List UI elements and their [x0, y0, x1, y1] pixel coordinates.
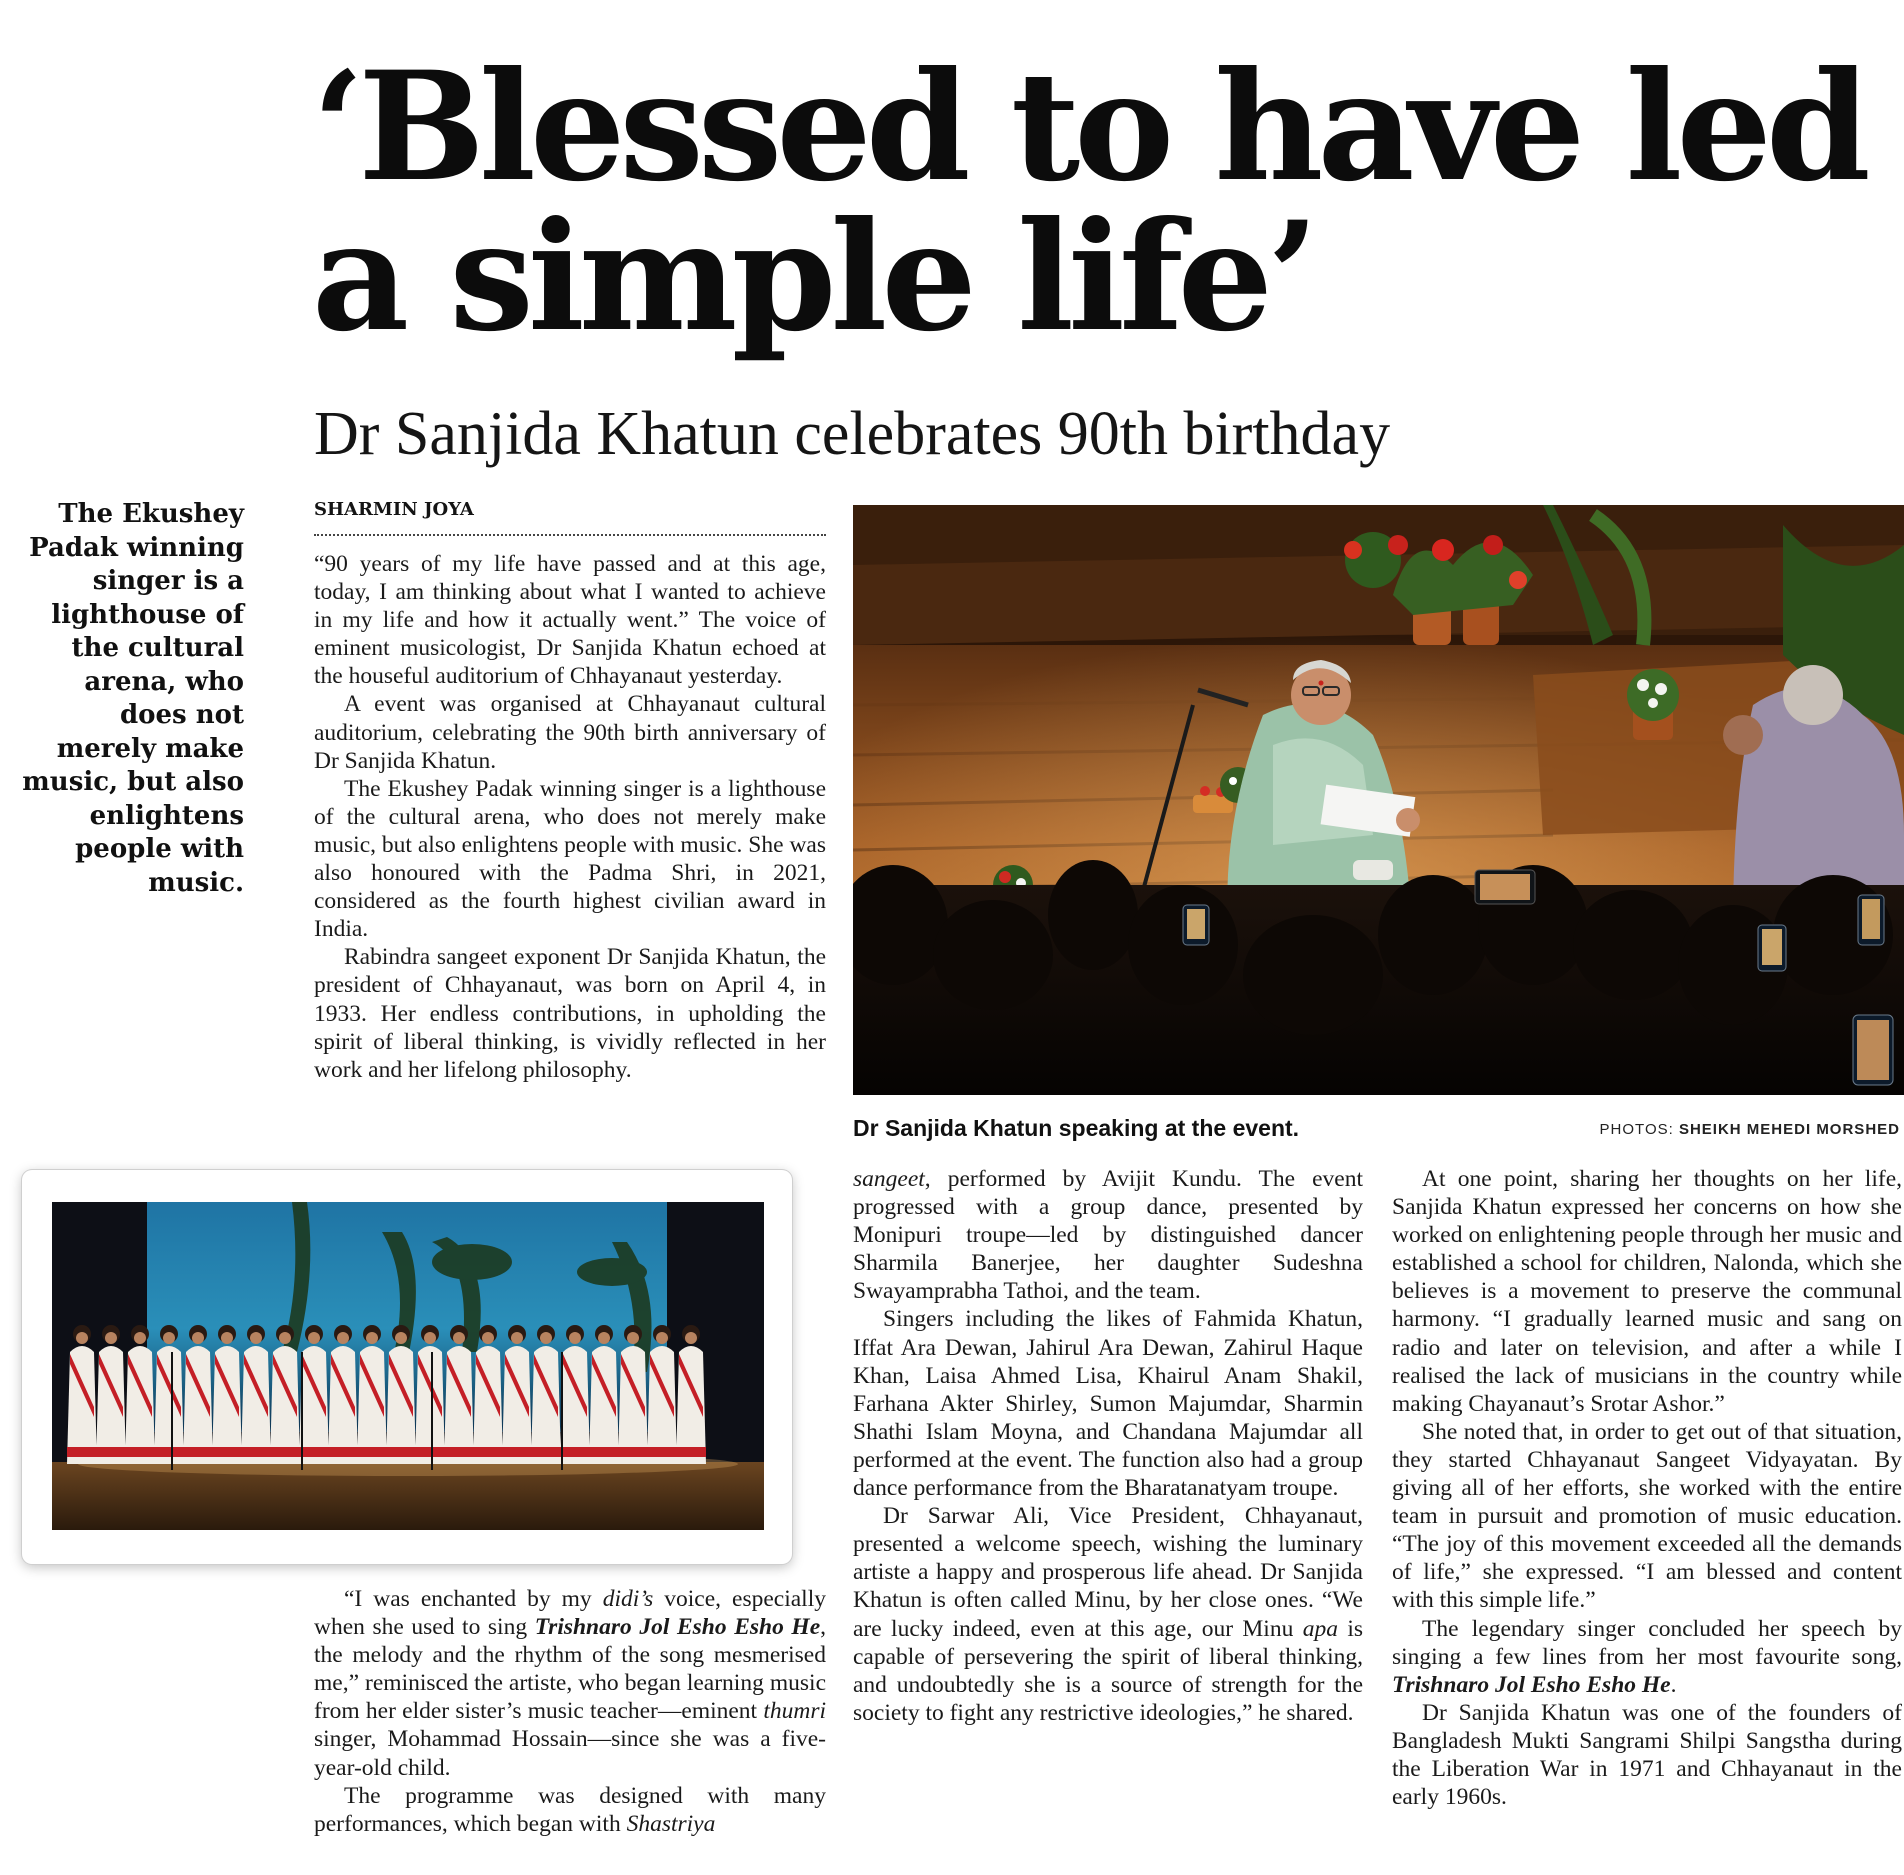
- article-paragraph: The Ekushey Padak winning singer is a lighthouse of the cultural arena, who does not merely make music, but also enlightens people with music. She was also honoured with the Padma Shri, in 2021, considered as the fourth highest civilian award in India.: [314, 775, 826, 943]
- article-paragraph: sangeet, performed by Avijit Kundu. The event progressed with a group dance, presented by Monipuri troupe—led by distinguished dancer Sharmila Banerjee, her daughter Sudeshna Swayamprabha Tathoi, and the team.: [853, 1166, 1363, 1305]
- article-paragraph: At one point, sharing her thoughts on her life, Sanjida Khatun expressed her concerns on how she worked on enlightening people through her music and established a school for children, Nalonda, which she believes is a movement to preserve the communal harmony. “I gradually learned music and sang on radio and later on television, and after a while I realised the lack of musicians in the country while making Chayanaut’s Srotar Ashor.”: [1392, 1166, 1902, 1417]
- headline-line-2: a simple life’: [312, 189, 1314, 365]
- article-column-2: [314, 1585, 826, 1838]
- byline: SHARMIN JOYA: [314, 498, 826, 536]
- article-paragraph: Rabindra sangeet exponent Dr Sanjida Khatun, the president of Chhayanaut, was born on April 4, in 1933. Her endless contributions, in upholding the spirit of liberal thinking, is vividly reflected in her work and her lifelong philosophy.: [314, 944, 826, 1083]
- main-photo-image: [853, 505, 1904, 1095]
- headline: [312, 39, 1872, 365]
- article-paragraph: Dr Sarwar Ali, Vice President, Chhayanaut, presented a welcome speech, wishing the luminary artiste a happy and prosperous life ahead. Dr Sanjida Khatun is often called Minu, by her close ones. “We are lucky indeed, even at this age, our Minu apa is capable of persevering the spirit of liberal thinking, and undoubtedly she is a source of strength for the society to fight any restrictive ideologies,” he shared.: [853, 1503, 1363, 1726]
- photo-caption: Dr Sanjida Khatun speaking at the event.: [853, 1115, 1300, 1141]
- article-column-3: [853, 1165, 1363, 1727]
- article-paragraph: Singers including the likes of Fahmida Khatun, Iffat Ara Dewan, Jahirul Ara Dewan, Zahirul Haque Khan, Laisa Ahmed Lisa, Khairul Anam Shakil, Farhana Akter Shirley, Sumon Majumdar, Sharmin Shathi Islam Moyna, and Chandana Majumdar all performed at the event. The function also had a group dance performance from the Bharatanatyam troupe.: [853, 1306, 1363, 1502]
- article-column-4: [1392, 1165, 1902, 1811]
- pull-quote: The Ekushey Padak winning singer is a lighthouse of the cultural arena, who does not merely make music, but also enlightens people with music.: [22, 499, 244, 898]
- photo-credit: [1600, 1121, 1900, 1138]
- article-paragraph: A event was organised at Chhayanaut cultural auditorium, celebrating the 90th birth anniversary of Dr Sanjida Khatun.: [314, 691, 826, 774]
- main-photo: [853, 505, 1904, 1095]
- article-paragraph: Dr Sanjida Khatun was one of the founders of Bangladesh Mukti Sangrami Shilpi Sangstha during the Liberation War in 1971 and Chhayanaut in the early 1960s.: [1392, 1699, 1902, 1811]
- article-paragraph: The programme was designed with many performances, which began with Shastriya: [314, 1782, 826, 1837]
- choir-photo-image: [52, 1202, 764, 1530]
- article-column-1: [314, 550, 826, 1084]
- photo-credit-name: SHEIKH MEHEDI MORSHED: [1678, 1121, 1900, 1138]
- article-paragraph: She noted that, in order to get out of that situation, they started Chhayanaut Sangeet Vidyayatan. By giving all of her efforts, she worked with the entire team in pursuit and promotion of music education. “The joy of this movement exceeded all the demands of life,” she expressed. “I am blessed and content with this simple life.”: [1392, 1418, 1902, 1614]
- article-paragraph: “I was enchanted by my didi’s voice, especially when she used to sing Trishnaro Jol Esho Esho He, the melody and the rhythm of the song mesmerised me,” reminisced the artiste, who began learning music from her elder sister’s music teacher—eminent thumri singer, Mohammad Hossain—since she was a five-year-old child.: [314, 1586, 826, 1781]
- headline-line-1: ‘Blessed to have led: [312, 39, 1865, 215]
- choir-photo: [52, 1202, 764, 1530]
- photo-credit-label: PHOTOS:: [1599, 1121, 1674, 1138]
- article-paragraph: The legendary singer concluded her speech by singing a few lines from her most favourite song, Trishnaro Jol Esho Esho He.: [1392, 1615, 1902, 1698]
- subheadline: Dr Sanjida Khatun celebrates 90th birthday: [314, 400, 1391, 468]
- choir-photo-frame: [22, 1170, 792, 1564]
- article-paragraph: “90 years of my life have passed and at this age, today, I am thinking about what I wanted to achieve in my life and how it actually went.” The voice of eminent musicologist, Dr Sanjida Khatun echoed at the houseful auditorium of Chhayanaut yesterday.: [314, 551, 826, 690]
